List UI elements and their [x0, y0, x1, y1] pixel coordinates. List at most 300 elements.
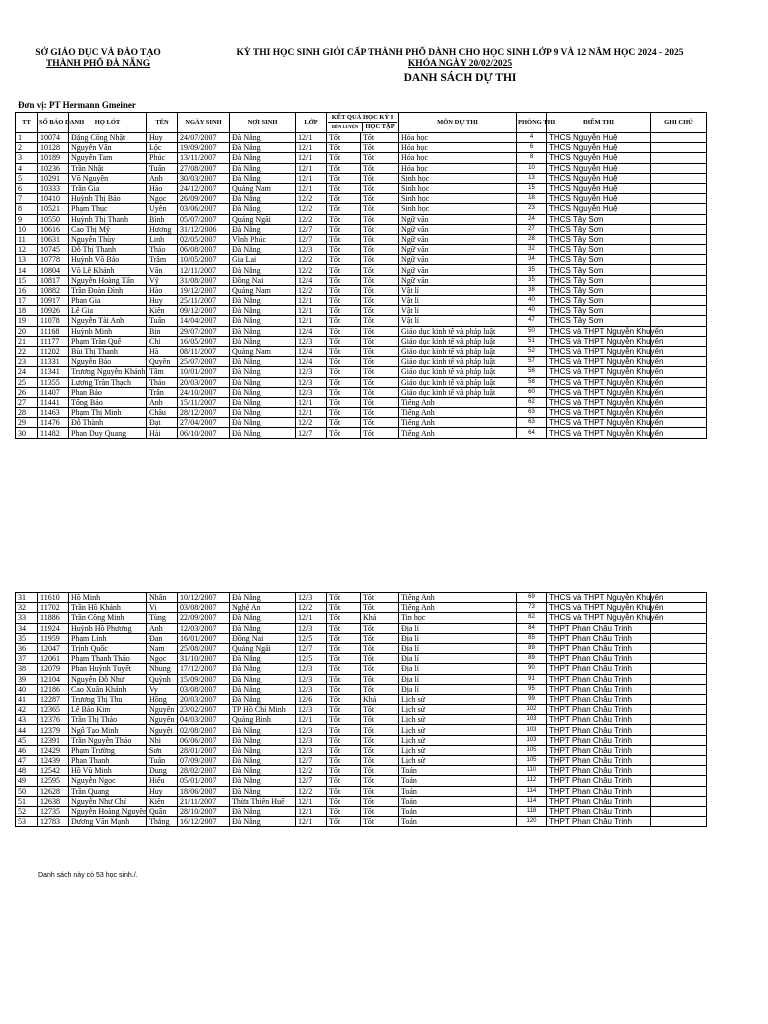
cell-lop: 12/1 — [296, 173, 327, 183]
table-row — [16, 397, 707, 407]
cell-diem: THCS Tây Sơn — [547, 245, 651, 255]
cell-tt: 6 — [16, 183, 38, 193]
cell-ghi-chu — [651, 265, 707, 275]
cell-tt: 2 — [16, 143, 38, 153]
cell-ngay-sinh: 03/06/2007 — [178, 204, 230, 214]
cell-hoc-tap: Tốt — [361, 633, 399, 643]
cell-ho-lot: Trương Thị Thu — [69, 694, 147, 704]
cell-diem: THCS và THPT Nguyễn Khuyến — [547, 377, 651, 387]
cell-ngay-sinh: 31/10/2007 — [178, 654, 230, 664]
cell-hoc-tap: Tốt — [361, 133, 399, 143]
cell-ngay-sinh: 20/03/2007 — [178, 377, 230, 387]
cell-sbd: 11886 — [38, 613, 69, 623]
cell-sbd: 10550 — [38, 214, 69, 224]
cell-ren-luyen: Tốt — [327, 183, 361, 193]
cell-noi-sinh: Đà Nẵng — [230, 265, 296, 275]
cell-mon: Địa lí — [399, 633, 517, 643]
cell-ho-lot: Lê Bảo Kim — [69, 705, 147, 715]
cell-noi-sinh: Đà Nẵng — [230, 204, 296, 214]
table-row — [16, 715, 707, 725]
cell-ho-lot: Phạm Linh — [69, 633, 147, 643]
cell-hoc-tap: Tốt — [361, 255, 399, 265]
cell-ghi-chu — [651, 735, 707, 745]
cell-diem: THCS Nguyễn Huệ — [547, 194, 651, 204]
cell-diem: THCS Nguyễn Huệ — [547, 153, 651, 163]
cell-lop: 12/1 — [296, 306, 327, 316]
cell-ngay-sinh: 28/02/2007 — [178, 766, 230, 776]
cell-ngay-sinh: 06/10/2007 — [178, 428, 230, 438]
table-row — [16, 623, 707, 633]
cell-tt: 46 — [16, 745, 38, 755]
cell-tt: 45 — [16, 735, 38, 745]
cell-ho-lot: Cao Thị Mỹ — [69, 224, 147, 234]
cell-ren-luyen: Tốt — [327, 133, 361, 143]
cell-ren-luyen: Tốt — [327, 756, 361, 766]
cell-lop: 12/2 — [296, 603, 327, 613]
cell-diem: THPT Phan Châu Trinh — [547, 623, 651, 633]
cell-mon: Sinh học — [399, 194, 517, 204]
cell-ghi-chu — [651, 296, 707, 306]
cell-hoc-tap: Tốt — [361, 643, 399, 653]
table-row — [16, 275, 707, 285]
cell-ren-luyen: Tốt — [327, 766, 361, 776]
cell-ho-lot: Hồ Minh — [69, 593, 147, 603]
cell-hoc-tap: Tốt — [361, 745, 399, 755]
cell-tt: 36 — [16, 643, 38, 653]
cell-ngay-sinh: 27/08/2007 — [178, 163, 230, 173]
table-row — [16, 214, 707, 224]
cell-ngay-sinh: 21/11/2007 — [178, 796, 230, 806]
cell-lop: 12/3 — [296, 725, 327, 735]
cell-sbd: 10189 — [38, 153, 69, 163]
cell-tt: 28 — [16, 408, 38, 418]
cell-noi-sinh: Đà Nẵng — [230, 296, 296, 306]
cell-phong: 28 — [517, 234, 547, 244]
cell-phong: 51 — [517, 336, 547, 346]
cell-noi-sinh: Đà Nẵng — [230, 786, 296, 796]
cell-ghi-chu — [651, 183, 707, 193]
cell-hoc-tap: Tốt — [361, 806, 399, 816]
cell-ho-lot: Trần Nguyễn Thảo — [69, 735, 147, 745]
cell-sbd: 10521 — [38, 204, 69, 214]
cell-ten: Hương — [147, 224, 178, 234]
cell-ngay-sinh: 25/08/2007 — [178, 643, 230, 653]
cell-ho-lot: Nguyễn Hoàng Nguyên — [69, 806, 147, 816]
cell-tt: 40 — [16, 684, 38, 694]
cell-ren-luyen: Tốt — [327, 367, 361, 377]
cell-ten: Vi — [147, 603, 178, 613]
cell-tt: 19 — [16, 316, 38, 326]
cell-tt: 38 — [16, 664, 38, 674]
cell-mon: Ngữ văn — [399, 234, 517, 244]
cell-ngay-sinh: 24/10/2007 — [178, 387, 230, 397]
cell-tt: 14 — [16, 265, 38, 275]
cell-tt: 30 — [16, 428, 38, 438]
cell-sbd: 11441 — [38, 397, 69, 407]
cell-mon: Địa lí — [399, 684, 517, 694]
cell-tt: 47 — [16, 756, 38, 766]
cell-ten: Châu — [147, 408, 178, 418]
cell-lop: 12/4 — [296, 357, 327, 367]
cell-sbd: 10804 — [38, 265, 69, 275]
cell-diem: THPT Phan Châu Trinh — [547, 643, 651, 653]
cell-ten: Nhân — [147, 593, 178, 603]
table-row — [16, 674, 707, 684]
cell-ngay-sinh: 27/04/2007 — [178, 418, 230, 428]
cell-ren-luyen: Tốt — [327, 603, 361, 613]
cell-mon: Lịch sử — [399, 715, 517, 725]
cell-ngay-sinh: 05/07/2007 — [178, 214, 230, 224]
cell-ho-lot: Nguyễn Ngọc — [69, 776, 147, 786]
cell-noi-sinh: TP Hồ Chí Minh — [230, 705, 296, 715]
cell-ngay-sinh: 10/12/2007 — [178, 593, 230, 603]
cell-ren-luyen: Tốt — [327, 674, 361, 684]
cell-ten: Trâm — [147, 255, 178, 265]
cell-hoc-tap: Tốt — [361, 817, 399, 827]
cell-ren-luyen: Tốt — [327, 705, 361, 715]
cell-noi-sinh: Đà Nẵng — [230, 357, 296, 367]
cell-lop: 12/1 — [296, 133, 327, 143]
cell-ren-luyen: Tốt — [327, 357, 361, 367]
cell-sbd: 12542 — [38, 766, 69, 776]
cell-noi-sinh: Thừa Thiên Huế — [230, 796, 296, 806]
cell-ho-lot: Trần Đoàn Đình — [69, 285, 147, 295]
cell-sbd: 12595 — [38, 776, 69, 786]
cell-diem: THCS và THPT Nguyễn Khuyến — [547, 418, 651, 428]
cell-sbd: 11168 — [38, 326, 69, 336]
cell-tt: 10 — [16, 224, 38, 234]
cell-ho-lot: Cao Xuân Khánh — [69, 684, 147, 694]
cell-sbd: 11924 — [38, 623, 69, 633]
cell-ten: Chi — [147, 336, 178, 346]
cell-ngay-sinh: 15/09/2007 — [178, 674, 230, 684]
cell-phong: 82 — [517, 613, 547, 623]
cell-ten: Lộc — [147, 143, 178, 153]
cell-tt: 13 — [16, 255, 38, 265]
cell-phong: 114 — [517, 786, 547, 796]
cell-hoc-tap: Tốt — [361, 377, 399, 387]
table-row — [16, 705, 707, 715]
cell-ngay-sinh: 26/09/2007 — [178, 194, 230, 204]
cell-mon: Toán — [399, 817, 517, 827]
table-row — [16, 204, 707, 214]
cell-noi-sinh: Đà Nẵng — [230, 428, 296, 438]
table-row — [16, 224, 707, 234]
cell-ngay-sinh: 03/08/2007 — [178, 684, 230, 694]
cell-diem: THPT Phan Châu Trinh — [547, 786, 651, 796]
cell-sbd: 10631 — [38, 234, 69, 244]
cell-ghi-chu — [651, 234, 707, 244]
cell-mon: Lịch sử — [399, 725, 517, 735]
cell-ho-lot: Trần Thị Thảo — [69, 715, 147, 725]
cell-sbd: 10291 — [38, 173, 69, 183]
cell-lop: 12/1 — [296, 397, 327, 407]
table-row — [16, 285, 707, 295]
exam-name: KỲ THI HỌC SINH GIỎI CẤP THÀNH PHỐ DÀNH CHO HỌC SINH LỚP 9 VÀ 12 NĂM HỌC 2024 - 2025 — [236, 48, 684, 58]
table-row — [16, 418, 707, 428]
cell-ho-lot: Nguyễn Thùy — [69, 234, 147, 244]
cell-diem: THCS và THPT Nguyễn Khuyến — [547, 357, 651, 367]
cell-mon: Tin học — [399, 613, 517, 623]
cell-ngay-sinh: 28/10/2007 — [178, 806, 230, 816]
cell-ren-luyen: Tốt — [327, 418, 361, 428]
cell-diem: THPT Phan Châu Trinh — [547, 654, 651, 664]
cell-ren-luyen: Tốt — [327, 664, 361, 674]
table-row — [16, 346, 707, 356]
cell-tt: 31 — [16, 593, 38, 603]
cell-sbd: 10333 — [38, 183, 69, 193]
table-row — [16, 173, 707, 183]
cell-sbd: 11355 — [38, 377, 69, 387]
cell-hoc-tap: Tốt — [361, 245, 399, 255]
cell-hoc-tap: Tốt — [361, 756, 399, 766]
cell-ren-luyen: Tốt — [327, 684, 361, 694]
cell-tt: 18 — [16, 306, 38, 316]
cell-tt: 23 — [16, 357, 38, 367]
cell-phong: 40 — [517, 306, 547, 316]
cell-phong: 58 — [517, 367, 547, 377]
cell-ngay-sinh: 10/05/2007 — [178, 255, 230, 265]
cell-hoc-tap: Tốt — [361, 194, 399, 204]
cell-mon: Địa lí — [399, 643, 517, 653]
cell-tt: 9 — [16, 214, 38, 224]
cell-ngay-sinh: 22/09/2007 — [178, 613, 230, 623]
cell-ren-luyen: Tốt — [327, 735, 361, 745]
cell-ngay-sinh: 16/05/2007 — [178, 336, 230, 346]
cell-ren-luyen: Tốt — [327, 796, 361, 806]
cell-ren-luyen: Tốt — [327, 326, 361, 336]
cell-lop: 12/3 — [296, 705, 327, 715]
cell-ho-lot: Đặng Công Nhật — [69, 133, 147, 143]
cell-ghi-chu — [651, 204, 707, 214]
cell-ho-lot: Nguyễn Như Chí — [69, 796, 147, 806]
cell-ten: Tuấn — [147, 163, 178, 173]
cell-sbd: 12379 — [38, 725, 69, 735]
cell-ren-luyen: Tốt — [327, 806, 361, 816]
cell-ghi-chu — [651, 255, 707, 265]
cell-ngay-sinh: 14/04/2007 — [178, 316, 230, 326]
col-ngay-sinh: NGÀY SINH — [178, 113, 230, 133]
cell-lop: 12/1 — [296, 613, 327, 623]
cell-lop: 12/1 — [296, 183, 327, 193]
cell-sbd: 11202 — [38, 346, 69, 356]
cell-ren-luyen: Tốt — [327, 204, 361, 214]
cell-noi-sinh: Đà Nẵng — [230, 316, 296, 326]
table-row — [16, 163, 707, 173]
cell-ren-luyen: Tốt — [327, 163, 361, 173]
cell-ho-lot: Nguyễn Bảo — [69, 357, 147, 367]
cell-hoc-tap: Tốt — [361, 306, 399, 316]
cell-mon: Giáo dục kinh tế và pháp luật — [399, 377, 517, 387]
cell-phong: 34 — [517, 255, 547, 265]
cell-ten: Nguyệt — [147, 725, 178, 735]
cell-ghi-chu — [651, 133, 707, 143]
cell-ngay-sinh: 13/11/2007 — [178, 153, 230, 163]
cell-mon: Ngữ văn — [399, 224, 517, 234]
cell-ten: Tuấn — [147, 756, 178, 766]
cell-ren-luyen: Tốt — [327, 346, 361, 356]
cell-mon: Toán — [399, 786, 517, 796]
cell-phong: 27 — [517, 224, 547, 234]
cell-ngay-sinh: 29/07/2007 — [178, 326, 230, 336]
exam-header — [205, 48, 715, 70]
cell-diem: THCS Tây Sơn — [547, 224, 651, 234]
cell-ren-luyen: Tốt — [327, 397, 361, 407]
cell-diem: THCS Tây Sơn — [547, 214, 651, 224]
cell-ho-lot: Huỳnh Minh — [69, 326, 147, 336]
cell-tt: 32 — [16, 603, 38, 613]
cell-phong: 35 — [517, 275, 547, 285]
cell-ho-lot: Phạm Trường — [69, 745, 147, 755]
cell-ho-lot: Phan Bảo — [69, 387, 147, 397]
cell-lop: 12/5 — [296, 633, 327, 643]
table-row — [16, 766, 707, 776]
cell-ho-lot: Lương Trần Thạch — [69, 377, 147, 387]
cell-ghi-chu — [651, 684, 707, 694]
cell-lop: 12/3 — [296, 593, 327, 603]
cell-ten: Dung — [147, 766, 178, 776]
cell-ho-lot: Nguyễn Tài Anh — [69, 316, 147, 326]
cell-ten: Hào — [147, 285, 178, 295]
cell-diem: THPT Phan Châu Trinh — [547, 715, 651, 725]
cell-ten: Sơn — [147, 745, 178, 755]
cell-diem: THCS và THPT Nguyễn Khuyến — [547, 336, 651, 346]
cell-ghi-chu — [651, 745, 707, 755]
cell-phong: 105 — [517, 745, 547, 755]
cell-ghi-chu — [651, 725, 707, 735]
cell-diem: THCS Nguyễn Huệ — [547, 173, 651, 183]
cell-lop: 12/7 — [296, 756, 327, 766]
cell-noi-sinh: Đà Nẵng — [230, 173, 296, 183]
cell-ten: Nguyên — [147, 715, 178, 725]
cell-ren-luyen: Tốt — [327, 275, 361, 285]
cell-diem: THPT Phan Châu Trinh — [547, 766, 651, 776]
cell-ho-lot: Trần Hồ Khánh — [69, 603, 147, 613]
cell-ngay-sinh: 19/09/2007 — [178, 143, 230, 153]
cell-lop: 12/7 — [296, 428, 327, 438]
cell-noi-sinh: Đà Nẵng — [230, 224, 296, 234]
department-name: SỞ GIÁO DỤC VÀ ĐÀO TẠO — [35, 48, 161, 58]
cell-noi-sinh: Vĩnh Phúc — [230, 234, 296, 244]
cell-phong: 63 — [517, 418, 547, 428]
cell-hoc-tap: Tốt — [361, 593, 399, 603]
cell-diem: THCS Tây Sơn — [547, 306, 651, 316]
cell-ho-lot: Phan Huỳnh Tuyết — [69, 664, 147, 674]
cell-tt: 20 — [16, 326, 38, 336]
cell-noi-sinh: Đà Nẵng — [230, 684, 296, 694]
cell-ren-luyen: Tốt — [327, 786, 361, 796]
table-row — [16, 633, 707, 643]
cell-lop: 12/1 — [296, 153, 327, 163]
cell-ngay-sinh: 16/12/2007 — [178, 817, 230, 827]
cell-phong: 13 — [517, 173, 547, 183]
cell-noi-sinh: Đà Nẵng — [230, 245, 296, 255]
cell-noi-sinh: Đà Nẵng — [230, 367, 296, 377]
table-row — [16, 387, 707, 397]
cell-hoc-tap: Tốt — [361, 316, 399, 326]
cell-noi-sinh: Đà Nẵng — [230, 418, 296, 428]
cell-sbd: 10926 — [38, 306, 69, 316]
cell-diem: THCS Nguyễn Huệ — [547, 163, 651, 173]
table-row — [16, 786, 707, 796]
cell-tt: 11 — [16, 234, 38, 244]
cell-tt: 12 — [16, 245, 38, 255]
cell-ten: Uyên — [147, 204, 178, 214]
cell-ten: Tùng — [147, 613, 178, 623]
cell-noi-sinh: Quảng Ngãi — [230, 643, 296, 653]
cell-noi-sinh: Đồng Nai — [230, 633, 296, 643]
cell-phong: 63 — [517, 408, 547, 418]
cell-ngay-sinh: 25/11/2007 — [178, 296, 230, 306]
table-row — [16, 255, 707, 265]
cell-noi-sinh: Đồng Nai — [230, 275, 296, 285]
cell-tt: 16 — [16, 285, 38, 295]
cell-ghi-chu — [651, 796, 707, 806]
col-lop: LỚP — [296, 113, 327, 133]
cell-noi-sinh: Đà Nẵng — [230, 133, 296, 143]
cell-noi-sinh: Đà Nẵng — [230, 806, 296, 816]
cell-mon: Giáo dục kinh tế và pháp luật — [399, 387, 517, 397]
table-row — [16, 133, 707, 143]
cell-ghi-chu — [651, 633, 707, 643]
cell-hoc-tap: Tốt — [361, 654, 399, 664]
cell-tt: 49 — [16, 776, 38, 786]
cell-ghi-chu — [651, 654, 707, 664]
table-row — [16, 643, 707, 653]
cell-ten: Hà — [147, 346, 178, 356]
cell-tt: 5 — [16, 173, 38, 183]
cell-hoc-tap: Tốt — [361, 684, 399, 694]
cell-ten: Tâm — [147, 367, 178, 377]
cell-sbd: 12061 — [38, 654, 69, 664]
cell-ren-luyen: Tốt — [327, 633, 361, 643]
cell-ghi-chu — [651, 224, 707, 234]
cell-ren-luyen: Tốt — [327, 623, 361, 633]
cell-mon: Ngữ văn — [399, 255, 517, 265]
cell-phong: 38 — [517, 285, 547, 295]
cell-diem: THPT Phan Châu Trinh — [547, 796, 651, 806]
cell-sbd: 10745 — [38, 245, 69, 255]
cell-diem: THCS Nguyễn Huệ — [547, 183, 651, 193]
table-row — [16, 336, 707, 346]
cell-diem: THCS Tây Sơn — [547, 296, 651, 306]
cell-noi-sinh: Đà Nẵng — [230, 725, 296, 735]
cell-ho-lot: Phan Duy Quang — [69, 428, 147, 438]
cell-tt: 53 — [16, 817, 38, 827]
cell-hoc-tap: Tốt — [361, 735, 399, 745]
cell-ngay-sinh: 25/07/2007 — [178, 357, 230, 367]
cell-mon: Hóa học — [399, 133, 517, 143]
cell-ghi-chu — [651, 643, 707, 653]
table-row — [16, 245, 707, 255]
cell-ren-luyen: Tốt — [327, 715, 361, 725]
cell-ten: Nguyên — [147, 705, 178, 715]
cell-mon: Địa lí — [399, 664, 517, 674]
cell-sbd: 11078 — [38, 316, 69, 326]
cell-mon: Ngữ văn — [399, 275, 517, 285]
cell-mon: Hóa học — [399, 143, 517, 153]
cell-mon: Vật lí — [399, 306, 517, 316]
table-row — [16, 735, 707, 745]
cell-hoc-tap: Tốt — [361, 143, 399, 153]
cell-ho-lot: Ngô Tạo Minh — [69, 725, 147, 735]
cell-hoc-tap: Tốt — [361, 183, 399, 193]
cell-ghi-chu — [651, 245, 707, 255]
cell-ren-luyen: Tốt — [327, 654, 361, 664]
cell-ten: Huy — [147, 133, 178, 143]
cell-phong: 32 — [517, 245, 547, 255]
cell-lop: 12/5 — [296, 654, 327, 664]
